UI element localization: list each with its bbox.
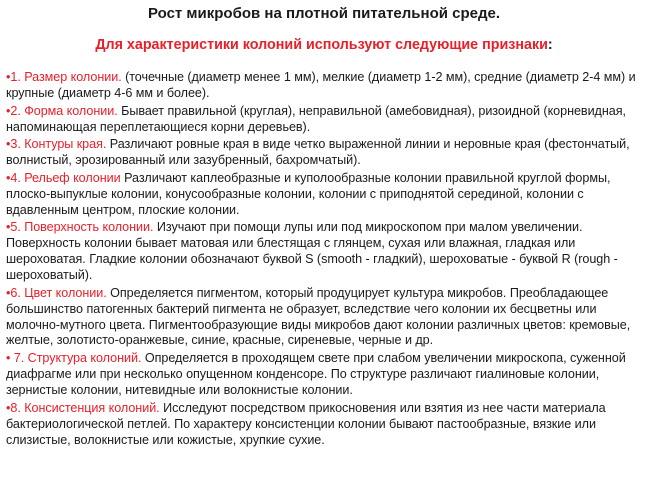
criterion-heading: • 7. Структура колоний. — [6, 351, 142, 366]
criterion-heading: •6. Цвет колонии. — [6, 285, 107, 300]
criterion-heading: •8. Консистенция колоний. — [6, 400, 160, 415]
criterion-surface — [6, 220, 642, 284]
page-title: Рост микробов на плотной питательной среде. — [147, 5, 501, 22]
criterion-text: Определяется в проходящем свете при слабом увеличении микроскопа, суженной диафрагме или при несколько опущенном конденсоре. По структуре различают гиалиновые колонии, зернистые колонии, нитевидные или волокнистые колонии. — [6, 351, 626, 397]
criterion-text: (точечные (диаметр менее 1 мм), мелкие (диаметр 1-2 мм), средние (диаметр 2-4 мм) и крупные (диаметр 4-6 мм и более). — [6, 70, 636, 100]
criterion-text: Изучают при помощи лупы или под микроскопом при малом увеличении. Поверхность колонии бывает матовая или блестящая с глянцем, сухая или влажная, гладкая или шероховатая. Гладкие колонии обозначают буквой S (smooth - гладкий), шероховатые - буквой R (rough - шероховатый). — [6, 220, 618, 283]
criterion-size — [6, 70, 642, 102]
criterion-text: Определяется пигментом, который продуцирует культура микробов. Преобладающее большинство патогенных бактерий пигмента не образует, вследствие чего колонии их бесцветны или молочно-мутного цвета. Пигментообразующие виды микробов дают колонии различных цветов: кремовые, желтые, золотисто-оранжевые, синие, красные, сиреневые, черные и др. — [6, 285, 631, 348]
criterion-heading: •2. Форма колонии. — [6, 103, 118, 118]
criterion-text: Различают ровные края в виде четко выраженной линии и неровные края (фестончатый, волнистый, эрозированный или зазубренный, бахромчатый). — [6, 137, 630, 168]
subtitle-colon: : — [547, 37, 553, 53]
criterion-color — [6, 286, 642, 350]
criterion-consistency — [6, 401, 642, 449]
criterion-text: Исследуют посредством прикосновения или взятия из нее части материала бактериологической петлей. По характеру консистенции колонии бывают пастообразные, вязкие или слизистые, волокнистые или кожистые, хрупкие сухие. — [6, 400, 606, 447]
criterion-heading: •3. Контуры края. — [6, 137, 107, 152]
criterion-heading: •4. Рельеф колонии — [6, 170, 121, 185]
criterion-heading: •5. Поверхность колонии. — [6, 220, 154, 235]
criterion-structure — [6, 351, 642, 399]
criterion-shape — [6, 104, 642, 136]
criterion-heading: •1. Размер колонии. — [6, 70, 122, 84]
subtitle — [6, 36, 642, 54]
criterion-relief — [6, 171, 642, 219]
criterion-edge — [6, 137, 642, 169]
criterion-text: Различают каплеобразные и куполообразные колонии правильной круглой формы, плоско-выпуклые колонии, конусообразные колонии, колонии с приподнятой серединой, колонии с вдавленным центром, плоские колонии. — [6, 170, 611, 217]
criterion-text: Бывает правильной (круглая), неправильной (амебовидная), ризоидной (корневидная, напоминающая переплетающиеся корни деревьев). — [6, 103, 626, 134]
subtitle-text: Для характеристики колоний используют следующие признаки — [95, 37, 548, 53]
criteria-list — [6, 70, 642, 448]
